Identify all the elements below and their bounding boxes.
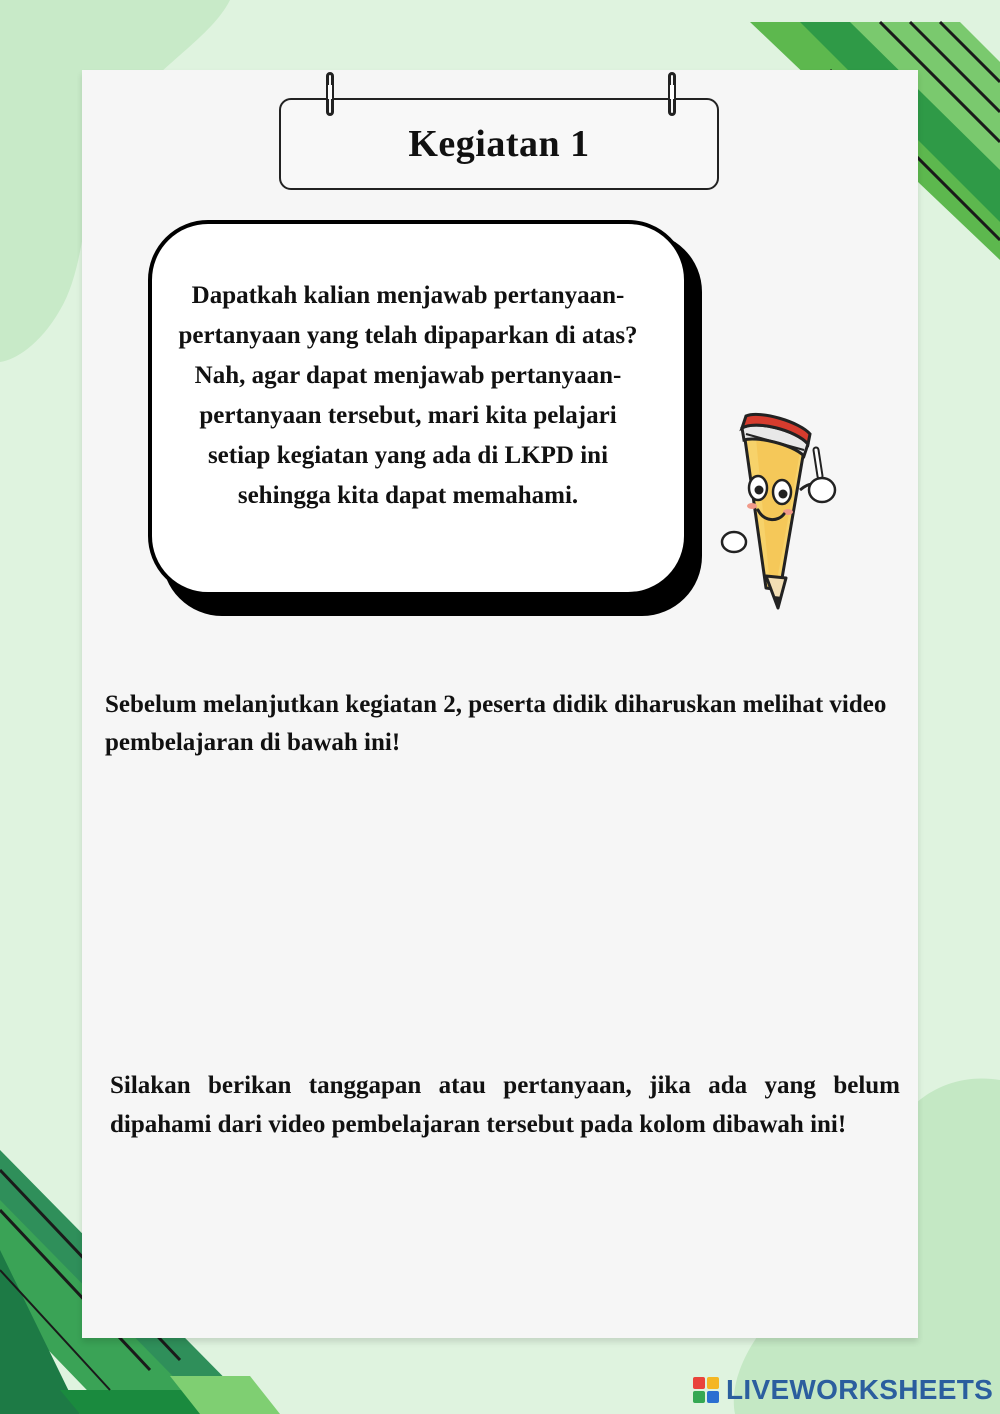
speech-line: sehingga kita dapat memahami. [237,482,579,509]
activity-title: Kegiatan 1 [408,123,590,165]
speech-line: Dapatkah kalian menjawab pertanyaan- [191,282,625,309]
watermark-text: LIVEWORKSHEETS [726,1374,994,1405]
speech-line: Nah, agar dapat menjawab pertanyaan- [194,362,622,389]
video-instruction-text: Sebelum melanjutkan kegiatan 2, peserta didik diharuskan melihat video pembelajaran di bawah ini! [105,691,887,756]
liveworksheets-logo-icon [692,1376,720,1404]
binder-ring-right-icon [668,72,676,116]
liveworksheets-watermark [692,1372,993,1408]
binder-ring-left-icon [326,72,334,116]
speech-line: pertanyaan tersebut, mari kita pelajari [199,402,617,429]
pencil-mascot-icon [716,410,840,620]
activity-title-card [279,98,719,190]
speech-line: pertanyaan yang telah dipaparkan di atas? [178,322,638,349]
speech-bubble-text [150,276,666,516]
response-instruction-text: Silakan berikan tanggapan atau pertanyaan, jika ada yang belum dipahami dari video pembelajaran tersebut pada kolom dibawah ini! [110,1072,900,1138]
speech-line: setiap kegiatan yang ada di LKPD ini [207,442,609,469]
